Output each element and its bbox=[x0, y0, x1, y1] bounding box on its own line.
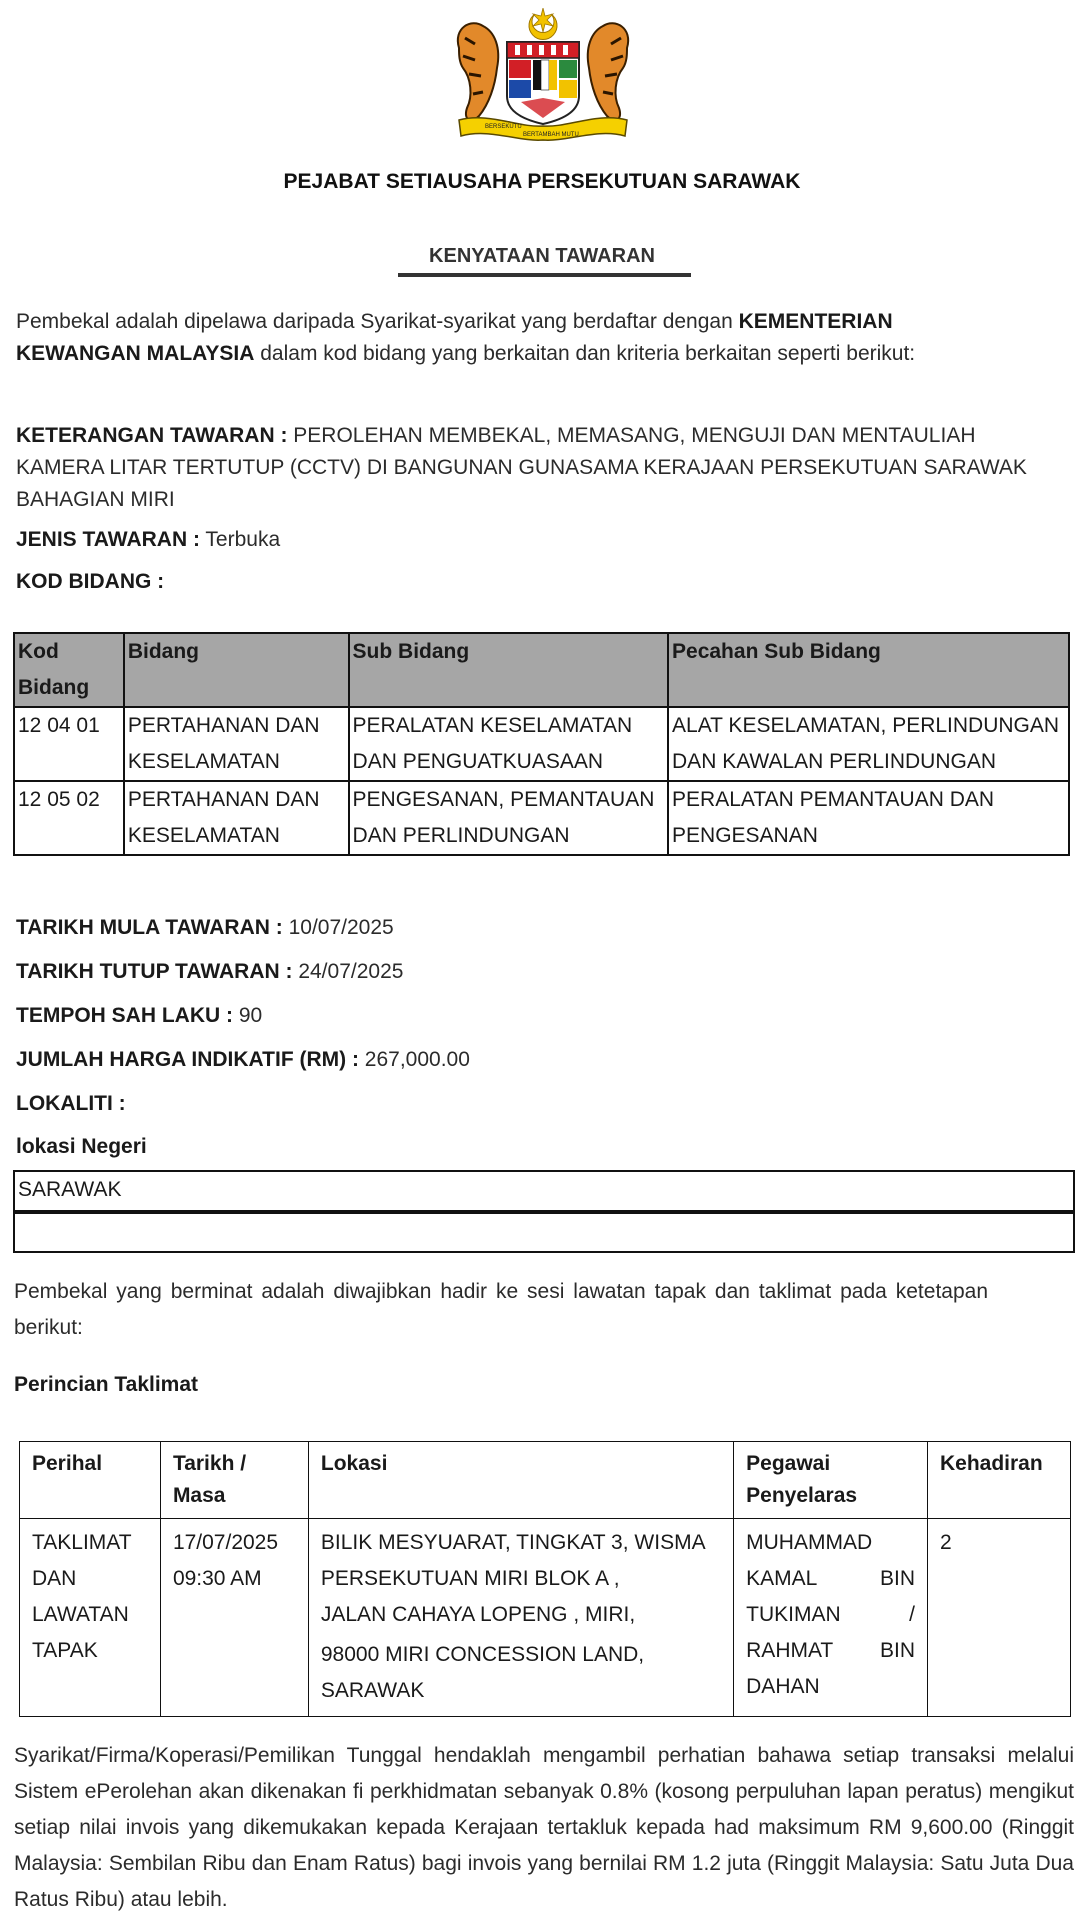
intro-paragraph: Pembekal adalah dipelawa daripada Syarikat-syarikat yang berdaftar dengan KEMENTERIAN KEWANGAN MALAYSIA dalam kod bidang yang berkaitan dan kriteria berkaitan seperti berikut: bbox=[16, 310, 916, 365]
pegawai-cell: MUHAMMAD KAMAL BIN TUKIMAN / RAHMAT BIN DAHAN bbox=[734, 1519, 928, 1717]
document-title: KENYATAAN TAWARAN bbox=[429, 245, 655, 267]
perihal-cell: TAKLIMAT DAN LAWATAN TAPAK bbox=[20, 1519, 161, 1717]
table-header-row bbox=[14, 633, 1069, 707]
table-cell: PERTAHANAN DAN KESELAMATAN bbox=[124, 707, 349, 781]
lokaliti-label: LOKALITI : bbox=[16, 1092, 126, 1115]
column-header: Pegawai Penyelaras bbox=[734, 1442, 928, 1519]
tarikh-tutup-field: TARIKH TUTUP TAWARAN : 24/07/2025 bbox=[16, 960, 404, 983]
table-header-row bbox=[20, 1442, 1071, 1519]
tarikh-mula-field: TARIKH MULA TAWARAN : 10/07/2025 bbox=[16, 916, 394, 939]
jenis-field: JENIS TAWARAN : Terbuka bbox=[16, 528, 281, 551]
table-cell: PERALATAN PEMANTAUAN DAN PENGESANAN bbox=[668, 781, 1069, 855]
tarikh-masa-cell: 17/07/2025 09:30 AM bbox=[160, 1519, 308, 1717]
column-header: Lokasi bbox=[308, 1442, 733, 1519]
table-row bbox=[14, 707, 1069, 781]
taklimat-table bbox=[19, 1441, 1071, 1717]
kod-bidang-table bbox=[13, 632, 1070, 856]
column-header: Bidang bbox=[124, 633, 349, 707]
coat-of-arms-logo bbox=[449, 8, 637, 142]
table-cell: PERTAHANAN DAN KESELAMATAN bbox=[124, 781, 349, 855]
taklimat-intro: Pembekal yang berminat adalah diwajibkan hadir ke sesi lawatan tapak dan taklimat pada ketetapan berikut: bbox=[14, 1280, 988, 1339]
lokasi-negeri-empty-row bbox=[13, 1212, 1075, 1253]
office-name: PEJABAT SETIAUSAHA PERSEKUTUAN SARAWAK bbox=[283, 170, 801, 193]
title-underline bbox=[398, 273, 691, 277]
table-cell: PERALATAN KESELAMATAN DAN PENGUATKUASAAN bbox=[349, 707, 668, 781]
column-header: Kehadiran bbox=[928, 1442, 1071, 1519]
table-row bbox=[20, 1519, 1071, 1717]
lokasi-cell: BILIK MESYUARAT, TINGKAT 3, WISMA PERSEKUTUAN MIRI BLOK A , JALAN CAHAYA LOPENG , MIRI, 98000 MIRI CONCESSION LAND, SARAWAK bbox=[308, 1519, 733, 1717]
svg-text:BERTAMBAH MUTU: BERTAMBAH MUTU bbox=[523, 132, 579, 138]
table-cell: PENGESANAN, PEMANTAUAN DAN PERLINDUNGAN bbox=[349, 781, 668, 855]
lokasi-negeri-label: lokasi Negeri bbox=[16, 1135, 147, 1158]
taklimat-heading: Perincian Taklimat bbox=[14, 1373, 199, 1396]
table-cell: ALAT KESELAMATAN, PERLINDUNGAN DAN KAWALAN PERLINDUNGAN bbox=[668, 707, 1069, 781]
column-header: Perihal bbox=[20, 1442, 161, 1519]
lokasi-negeri-value: SARAWAK bbox=[13, 1170, 1075, 1212]
harga-field: JUMLAH HARGA INDIKATIF (RM) : 267,000.00 bbox=[16, 1048, 470, 1071]
column-header: Sub Bidang bbox=[349, 633, 668, 707]
tempoh-field: TEMPOH SAH LAKU : 90 bbox=[16, 1004, 263, 1027]
column-header: Pecahan Sub Bidang bbox=[668, 633, 1069, 707]
table-cell: 12 05 02 bbox=[14, 781, 124, 855]
column-header: Kod Bidang bbox=[14, 633, 124, 707]
keterangan-field: KETERANGAN TAWARAN : PEROLEHAN MEMBEKAL, MEMASANG, MENGUJI DAN MENTAULIAH KAMERA LITAR TERTUTUP (CCTV) DI BANGUNAN GUNASAMA KERAJAAN PERSEKUTUAN SARAWAK BAHAGIAN MIRI bbox=[16, 424, 1027, 511]
kehadiran-cell: 2 bbox=[928, 1519, 1071, 1717]
svg-text:BERSEKUTU: BERSEKUTU bbox=[485, 124, 522, 130]
table-cell: 12 04 01 bbox=[14, 707, 124, 781]
column-header: Tarikh / Masa bbox=[160, 1442, 308, 1519]
kod-bidang-label: KOD BIDANG : bbox=[16, 570, 165, 593]
footer-note: Syarikat/Firma/Koperasi/Pemilikan Tunggal hendaklah mengambil perhatian bahawa setiap transaksi melalui Sistem ePerolehan akan dikenakan fi perkhidmatan sebanyak 0.8% (kosong perpuluhan lapan peratus) mengikut setiap nilai invois yang dikemukakan kepada Kerajaan tertakluk kepada had maksimum RM 9,600.00 (Ringgit Malaysia: Sembilan Ribu dan Enam Ratus) bagi invois yang bernilai RM 1.2 juta (Ringgit Malaysia: Satu Juta Dua Ratus Ribu) atau lebih. bbox=[14, 1744, 1074, 1911]
table-row bbox=[14, 781, 1069, 855]
